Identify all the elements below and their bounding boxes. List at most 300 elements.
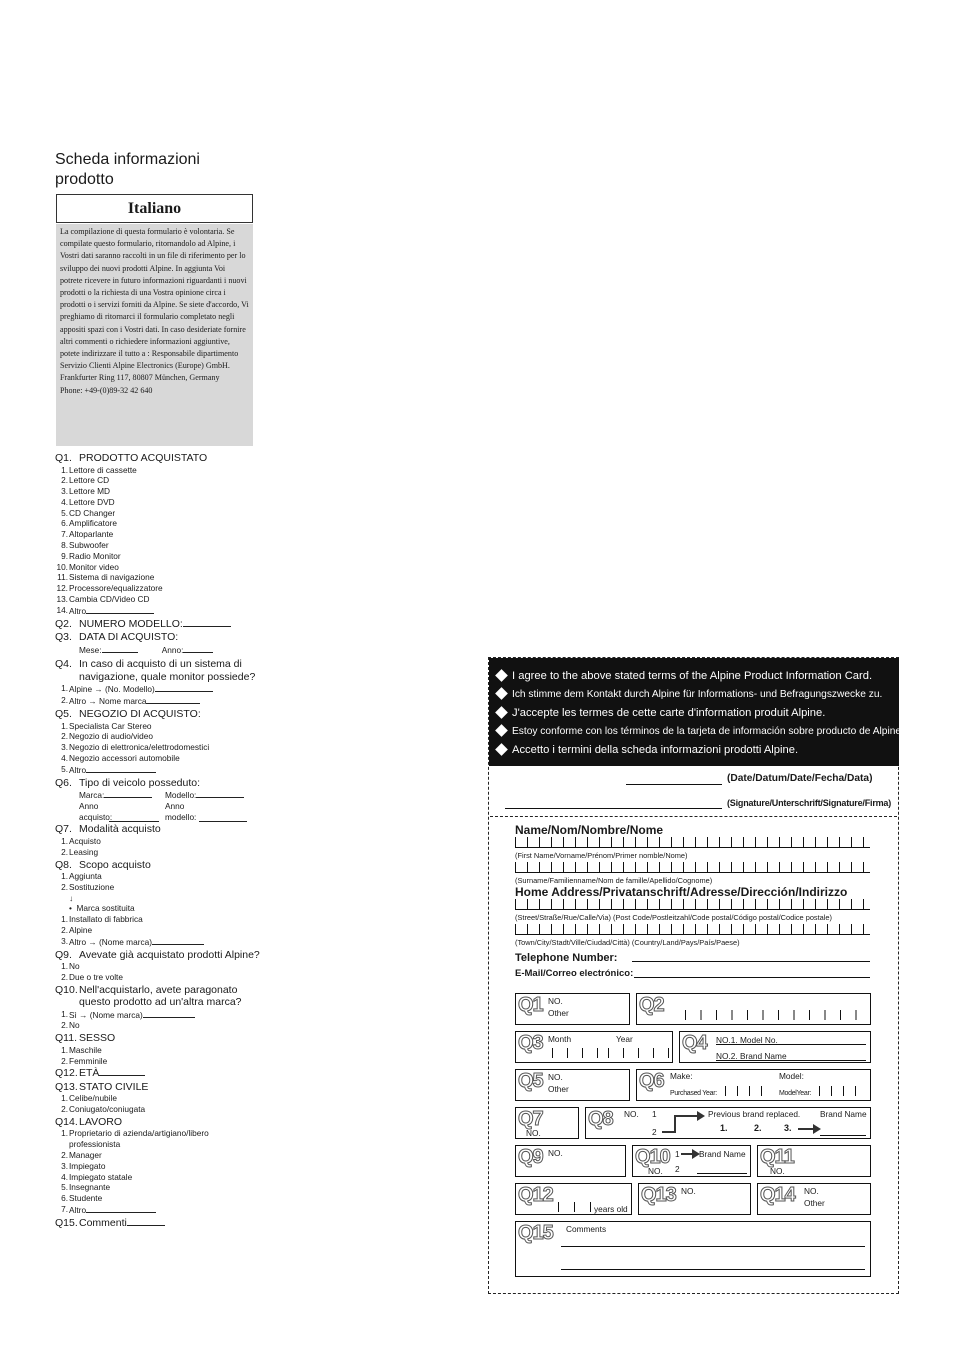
age-field[interactable]: [99, 1067, 145, 1076]
purchase-date-row: [55, 644, 265, 656]
item-number: 6.: [61, 518, 68, 529]
item-label: Altro: [69, 605, 87, 616]
question-number: Q11.: [55, 1032, 77, 1045]
model-no-label: NO.1. Model No.: [716, 1035, 778, 1045]
model-number-field[interactable]: [183, 618, 231, 627]
agreement-panel: [489, 658, 904, 766]
item-label: Monitor video: [69, 561, 119, 572]
intro-phone: Phone: +49-(0)89-32 42 640: [60, 385, 153, 395]
tear-line: [490, 816, 897, 817]
item-number: 2.: [61, 1055, 68, 1066]
q10-options: [55, 1009, 265, 1032]
item-number: 14.: [56, 604, 68, 615]
item-number: 3.: [61, 486, 68, 497]
box-q11[interactable]: [757, 1145, 871, 1177]
list-item[interactable]: [55, 1045, 265, 1056]
signature-label: (Signature/Unterschrift/Signature/Firma): [727, 798, 892, 808]
comment-line: [561, 1269, 865, 1270]
address-heading: Home Address/Privatanschrift/Adresse/Dirección/Indirizzo: [515, 885, 848, 899]
box-q5[interactable]: [515, 1069, 630, 1101]
item-label: CD Changer: [69, 507, 116, 518]
item-label: Impiegato statale: [69, 1171, 133, 1182]
item-label: Altoparlante: [69, 529, 114, 540]
item-label: Cambia CD/Video CD: [69, 594, 150, 605]
question-label: Nell'acquistarlo, avete paragonato questo prodotto ad un'altra marca?: [79, 983, 242, 1009]
list-item[interactable]: [55, 486, 265, 497]
option-two: 2: [652, 1127, 657, 1137]
item-label: Alpine: [69, 925, 93, 935]
question-number: Q9.: [55, 948, 72, 961]
item-number: 4.: [61, 752, 68, 763]
q5-options: [55, 721, 265, 776]
item-number: 1.: [61, 1128, 68, 1139]
model-no-line: [716, 1044, 866, 1045]
diamond-icon: [495, 724, 508, 737]
item-label: Sistema di navigazione: [69, 572, 155, 583]
list-item[interactable]: [55, 594, 265, 605]
list-item[interactable]: [55, 497, 265, 508]
question-q9: [55, 949, 265, 962]
question-q6: [55, 777, 265, 790]
list-item[interactable]: [55, 1020, 265, 1031]
agreement-text: J'accepte les termes de cette carte d'information produit Alpine.: [512, 707, 826, 720]
question-q10: [55, 984, 265, 1009]
item-label: Sostituzione: [69, 881, 115, 892]
bracket-line: [674, 1115, 676, 1132]
question-number: Q13.: [55, 1080, 78, 1093]
q11-tag: Q11: [760, 1146, 794, 1168]
item-label: Lettore DVD: [69, 496, 115, 507]
year-field[interactable]: [183, 644, 213, 653]
question-q7: [55, 823, 265, 836]
no-label: NO.: [648, 1166, 663, 1176]
q8-tag: Q8: [588, 1108, 613, 1130]
list-item[interactable]: [55, 914, 265, 925]
item-label: Impiegato: [69, 1160, 106, 1171]
model-year-ticks: [819, 1086, 867, 1096]
item-label: Proprietario di azienda/artigiano/libero professionista: [69, 1128, 209, 1150]
list-item[interactable]: [55, 540, 265, 551]
q13-options: [55, 1093, 265, 1115]
fill-in-field[interactable]: [143, 1009, 195, 1018]
item-label: Lettore di cassette: [69, 464, 137, 475]
model-label: Model:: [779, 1071, 804, 1081]
item-label: Manager: [69, 1150, 102, 1161]
item-label: Negozio accessori automobile: [69, 752, 180, 763]
agreement-text: I agree to the above stated terms of the Alpine Product Information Card.: [512, 670, 873, 682]
item-label: Aggiunta: [69, 871, 102, 882]
question-label: Avevate già acquistato prodotti Alpine?: [79, 948, 260, 961]
agreement-it: [497, 741, 899, 760]
comments-label: Comments: [566, 1224, 607, 1234]
item-number: 2.: [61, 846, 68, 857]
no-label: NO.: [624, 1109, 639, 1119]
item-number: 13.: [56, 594, 68, 605]
question-label: NUMERO MODELLO:: [79, 617, 183, 630]
item-label: Coniugato/coniugata: [69, 1104, 146, 1115]
q14-options: [55, 1128, 245, 1215]
item-number: 5.: [61, 507, 68, 518]
item-label: Altro → Nome marca: [69, 696, 147, 707]
list-item[interactable]: [55, 972, 265, 983]
question-number: Q5.: [55, 708, 72, 721]
list-item[interactable]: [55, 1172, 245, 1183]
option-two: 2: [675, 1164, 680, 1174]
q3-tag: Q3: [518, 1032, 543, 1054]
question-label: ETÀ: [79, 1067, 100, 1080]
previous-brand-label: Previous brand replaced.: [708, 1109, 801, 1119]
box-q15[interactable]: [515, 1221, 871, 1277]
question-number: Q6.: [55, 776, 72, 789]
item-number: 2.: [61, 1104, 68, 1115]
item-number: 1.: [61, 1008, 68, 1019]
item-label: Negozio di elettronica/elettrodomestici: [69, 742, 210, 753]
diamond-icon: [495, 706, 508, 719]
no-label: NO.: [526, 1128, 541, 1138]
town-field[interactable]: [515, 924, 870, 935]
arrow-right-icon: [681, 1153, 693, 1155]
question-q13: [55, 1081, 265, 1094]
list-item[interactable]: [55, 753, 265, 764]
list-item[interactable]: [55, 695, 265, 707]
questionnaire: [55, 451, 265, 1229]
street-field[interactable]: [515, 899, 870, 910]
question-number: Q4.: [55, 658, 72, 671]
agreement-text: Estoy conforme con los términos de la tarjeta de información sobre producto de Alpine.: [512, 725, 904, 737]
box-q1[interactable]: [515, 993, 630, 1025]
arrow-right-icon: [674, 1115, 698, 1117]
item-number: 6.: [61, 1193, 68, 1204]
list-item[interactable]: [55, 1056, 265, 1067]
question-label: PRODOTTO ACQUISTATO: [79, 452, 208, 464]
purchased-year-ticks: [725, 1086, 773, 1096]
intro-box: [56, 224, 253, 446]
question-label: LAVORO: [79, 1115, 122, 1128]
fill-in-field[interactable]: [146, 695, 200, 704]
item-number: 2.: [61, 971, 68, 982]
question-q5: [55, 708, 265, 721]
purchased-year-label: Purchased Year:: [670, 1090, 717, 1097]
item-number: 2.: [61, 1020, 68, 1031]
other-label: Other: [548, 1008, 569, 1018]
item-number: 2.: [61, 1150, 68, 1161]
item-label: Installato di fabbrica: [69, 914, 143, 925]
agreement-en: [497, 667, 899, 686]
q15-tag: Q15: [518, 1222, 553, 1244]
question-q4: [55, 658, 265, 683]
agreement-fr: [497, 704, 899, 723]
list-item[interactable]: [55, 529, 265, 540]
q11-options: [55, 1045, 265, 1067]
list-item[interactable]: [55, 742, 265, 753]
item-number: 1.: [61, 871, 68, 882]
q2-tag: Q2: [639, 994, 664, 1016]
box-q7[interactable]: [515, 1107, 579, 1139]
item-number: 3.: [61, 1160, 68, 1171]
q9-tag: Q9: [518, 1146, 543, 1168]
list-item[interactable]: [55, 1161, 245, 1172]
item-label: Insegnante: [69, 1182, 111, 1193]
list-item[interactable]: [55, 1204, 245, 1216]
diamond-icon: [495, 687, 508, 700]
list-item[interactable]: [55, 731, 265, 742]
q13-tag: Q13: [641, 1184, 676, 1206]
box-q4[interactable]: [679, 1031, 871, 1063]
box-q3[interactable]: [515, 1031, 673, 1063]
street-caption: (Street/Straße/Rue/Calle/Via) (Post Code/Postleitzahl/Code postal/Código postal/Codice postale): [515, 913, 833, 922]
list-item[interactable]: [55, 847, 265, 858]
q8-options: [55, 871, 265, 893]
model-year-field[interactable]: [199, 813, 247, 822]
list-item[interactable]: [55, 465, 265, 476]
question-label: Commenti: [79, 1216, 127, 1229]
arrow-right-icon: [798, 1128, 814, 1130]
email-label: E-Mail/Correo electrónico:: [515, 968, 634, 979]
list-item[interactable]: [55, 871, 265, 882]
no-label: NO.: [548, 1148, 563, 1158]
fill-in-field[interactable]: [86, 1204, 156, 1213]
item-number: 1.: [61, 720, 68, 731]
brand-name-label: Brand Name: [699, 1149, 746, 1159]
q1-tag: Q1: [518, 994, 543, 1016]
brand-name-line: [820, 1135, 866, 1136]
question-label: SESSO: [79, 1032, 116, 1045]
no-label: NO.: [770, 1166, 785, 1176]
list-item[interactable]: [55, 1104, 265, 1115]
question-q8: [55, 859, 265, 872]
signature-field[interactable]: [505, 796, 722, 809]
fill-in-field[interactable]: [86, 764, 156, 773]
brand-name-line: [697, 1173, 747, 1174]
question-label: Scopo acquisto: [79, 858, 151, 871]
q9-options: [55, 961, 265, 983]
month-label: Month: [548, 1034, 572, 1044]
item-number: 2.: [61, 925, 68, 935]
question-q12: [55, 1067, 265, 1080]
item-number: 11.: [57, 572, 68, 583]
replaced-brand-label: Marca sostituita: [76, 903, 135, 914]
agreement-text: Accetto i termini della scheda informazioni prodotti Alpine.: [512, 744, 799, 757]
item-number: 1.: [61, 835, 68, 846]
item-label: Leasing: [69, 846, 99, 857]
list-item[interactable]: [55, 961, 265, 972]
item-number: 7.: [61, 1204, 68, 1215]
no-label: NO.: [548, 996, 563, 1006]
item-number: 9.: [61, 550, 68, 561]
item-label: No: [69, 961, 80, 972]
list-item[interactable]: [55, 1009, 265, 1021]
item-number: 4.: [61, 1171, 68, 1182]
email-field[interactable]: [634, 966, 870, 978]
q14-tag: Q14: [760, 1184, 795, 1206]
make-label: Make:: [670, 1071, 693, 1081]
question-number: Q7.: [55, 823, 72, 836]
question-number: Q15.: [55, 1216, 78, 1229]
box-q13[interactable]: [638, 1183, 751, 1215]
age-ticks: [558, 1202, 592, 1212]
box-q12[interactable]: [515, 1183, 632, 1215]
first-name-field[interactable]: [515, 837, 870, 848]
list-item[interactable]: [55, 551, 265, 562]
item-number: 2.: [61, 731, 68, 742]
month-field[interactable]: [102, 644, 138, 653]
question-label: DATA DI ACQUISTO:: [79, 631, 179, 644]
question-number: Q8.: [55, 858, 72, 871]
q10-tag: Q10: [635, 1146, 670, 1168]
comments-field[interactable]: [127, 1217, 165, 1226]
q7-options: [55, 836, 265, 858]
question-number: Q12.: [55, 1067, 78, 1080]
q7-tag: Q7: [518, 1108, 543, 1130]
list-item[interactable]: [55, 583, 265, 594]
agreement-es: [497, 723, 904, 742]
model-label: Modello:: [165, 790, 197, 801]
q8-arrow: ↓: [69, 892, 74, 903]
page-title: Scheda informazioni prodotto: [55, 151, 200, 188]
box-q9[interactable]: [515, 1145, 626, 1177]
box-q14[interactable]: [757, 1183, 871, 1215]
question-label: NEGOZIO DI ACQUISTO:: [79, 708, 201, 721]
list-item[interactable]: [55, 721, 265, 732]
question-number: Q1.: [55, 452, 72, 464]
list-item[interactable]: [55, 1150, 245, 1161]
list-item[interactable]: [55, 475, 265, 486]
list-item[interactable]: [55, 882, 265, 893]
question-q14: [55, 1116, 265, 1129]
list-item[interactable]: [55, 925, 265, 936]
list-item[interactable]: [55, 1128, 245, 1150]
telephone-field[interactable]: [632, 950, 870, 962]
box-q8[interactable]: [585, 1107, 871, 1139]
q6-tag: Q6: [639, 1070, 664, 1092]
brand-name-label: Brand Name: [820, 1109, 867, 1119]
item-number: 5.: [61, 763, 68, 774]
agreement-de: [497, 686, 899, 705]
question-q3: [55, 631, 265, 644]
purchase-year-label: Anno acquisto:: [79, 800, 113, 822]
list-item[interactable]: [55, 764, 265, 776]
item-number: 1.: [61, 1044, 68, 1055]
item-label: Subwoofer: [69, 540, 109, 551]
box-q6[interactable]: [636, 1069, 871, 1101]
item-number: 2.: [61, 881, 68, 892]
choice-3: 3.: [784, 1123, 792, 1133]
q12-tag: Q12: [518, 1184, 553, 1206]
item-number: 3.: [61, 742, 68, 753]
item-label: Lettore MD: [69, 486, 111, 497]
year-label: Anno:: [161, 644, 184, 655]
date-field[interactable]: [626, 772, 722, 785]
list-item[interactable]: [55, 1182, 245, 1193]
question-q1: [55, 452, 265, 465]
list-item[interactable]: [55, 518, 265, 529]
name-heading: Name/Nom/Nombre/Nome: [515, 823, 664, 837]
list-item[interactable]: [55, 508, 265, 519]
model-field[interactable]: [196, 789, 244, 798]
item-number: 3.: [61, 935, 68, 946]
other-label: Other: [548, 1084, 569, 1094]
list-item[interactable]: [55, 605, 265, 617]
q4-options: [55, 683, 265, 707]
question-label: In caso di acquisto di un sistema di navigazione, quale monitor possiede?: [79, 658, 256, 683]
make-field[interactable]: [104, 789, 152, 798]
q8-replaced-brand: • Marca sostituita: [69, 903, 135, 914]
make-label: Marca:: [79, 790, 105, 801]
fill-in-field[interactable]: [155, 683, 213, 692]
date-label: (Date/Datum/Date/Fecha/Data): [727, 773, 873, 784]
list-item[interactable]: [55, 562, 265, 573]
comment-line: [561, 1246, 865, 1247]
town-caption: (Town/City/Stadt/Ville/Ciudad/Città) (Country/Land/Pays/País/Paese): [515, 938, 740, 947]
language-heading: Italiano: [56, 194, 253, 223]
item-number: 12.: [56, 583, 68, 594]
other-label: Other: [804, 1198, 825, 1208]
item-number: 8.: [61, 540, 68, 551]
list-item[interactable]: [55, 1193, 245, 1204]
fill-in-field[interactable]: [152, 936, 204, 945]
question-q11: [55, 1032, 265, 1045]
item-label: Acquisto: [69, 835, 101, 846]
list-item[interactable]: [55, 836, 265, 847]
q1-options: [55, 465, 265, 617]
item-label: No: [69, 1020, 80, 1031]
q4-tag: Q4: [682, 1032, 707, 1054]
item-label: Due o tre volte: [69, 971, 123, 982]
intro-address: Frankfurter Ring 117, 80807 München, Germany: [60, 373, 220, 383]
model-number-ticks: [685, 1010, 871, 1020]
no-label: NO.: [804, 1186, 819, 1196]
item-label: Altro: [69, 764, 87, 775]
item-label: Studente: [69, 1193, 103, 1204]
list-item[interactable]: [55, 572, 265, 583]
list-item[interactable]: [55, 936, 265, 948]
item-label: Maschile: [69, 1044, 102, 1055]
item-label: Amplificatore: [69, 518, 117, 529]
fill-in-field[interactable]: [86, 605, 154, 614]
choice-2: 2.: [754, 1123, 762, 1133]
no-label: NO.: [548, 1072, 563, 1082]
item-number: 4.: [61, 496, 68, 507]
option-one: 1: [675, 1149, 680, 1159]
month-label: Mese:: [79, 644, 102, 655]
item-label: Sì → (Nome marca): [69, 1009, 143, 1020]
telephone-label: Telephone Number:: [515, 952, 618, 964]
purchase-year-field[interactable]: [109, 813, 159, 822]
question-label: Modalità acquisto: [79, 823, 161, 836]
no-label: NO.: [681, 1186, 696, 1196]
q5-tag: Q5: [518, 1070, 543, 1092]
question-q2: [55, 618, 265, 631]
surname-field[interactable]: [515, 862, 870, 873]
item-number: 2.: [61, 695, 68, 706]
item-number: 5.: [61, 1182, 68, 1193]
item-label: Femminile: [69, 1055, 108, 1066]
item-label: Specialista Car Stereo: [69, 720, 152, 731]
question-number: Q14.: [55, 1115, 78, 1128]
list-item[interactable]: [55, 1093, 265, 1104]
item-number: 1.: [61, 961, 68, 972]
item-label: Altro → (Nome marca): [69, 936, 152, 947]
box-q2[interactable]: [636, 993, 871, 1025]
brand-name-line: [716, 1060, 866, 1061]
agreement-text: Ich stimme dem Kontakt durch Alpine für Informations- und Befragungszwecke zu.: [512, 688, 883, 700]
item-number: 10.: [56, 561, 68, 572]
vehicle-row-1: [55, 789, 265, 801]
vehicle-row-2: [55, 801, 265, 823]
box-q10[interactable]: [632, 1145, 751, 1177]
surname-caption: (Surname/Familienname/Nom de famille/Apellido/Cognome): [515, 876, 713, 885]
list-item[interactable]: [55, 683, 265, 695]
